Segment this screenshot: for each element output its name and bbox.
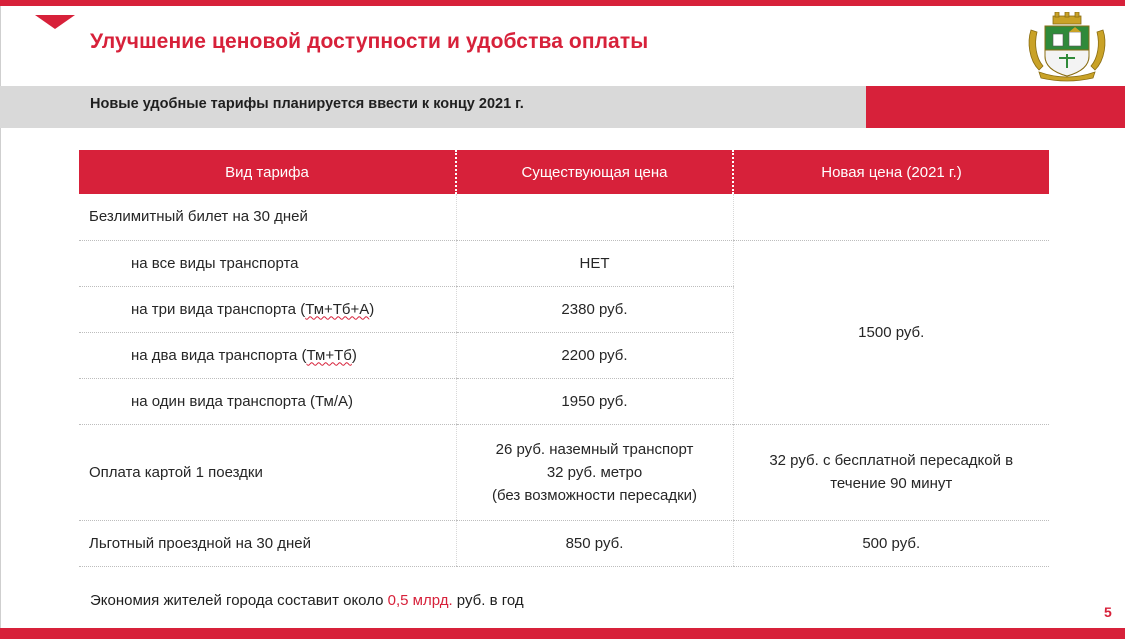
header-current-price: Существующая цена — [456, 150, 733, 194]
header-new-price: Новая цена (2021 г.) — [733, 150, 1049, 194]
table-row — [79, 520, 1049, 566]
current-price-cell: 1950 руб. — [456, 378, 733, 424]
card-payment-new: 32 руб. с бесплатной пересадкой в течение 90 минут — [733, 424, 1049, 520]
new-price-unlimited: 1500 руб. — [733, 240, 1049, 424]
triangle-marker-icon — [35, 15, 75, 29]
city-coat-of-arms-icon — [1025, 12, 1109, 82]
savings-amount: 0,5 млрд. — [387, 592, 453, 609]
header-tariff-type: Вид тарифа — [79, 150, 456, 194]
table-row — [79, 194, 1049, 240]
table-row — [79, 240, 1049, 286]
discount-pass-current: 850 руб. — [456, 520, 733, 566]
current-price-cell: 2200 руб. — [456, 332, 733, 378]
discount-pass-new: 500 руб. — [733, 520, 1049, 566]
table-row — [79, 424, 1049, 520]
card-payment-current: 26 руб. наземный транспорт 32 руб. метро (без возможности пересадки) — [456, 424, 733, 520]
slide-title: Улучшение ценовой доступности и удобства оплаты — [90, 30, 649, 53]
tariff-label-all-modes: на все виды транспорта — [79, 240, 456, 286]
tariff-label-two-modes: на два вида транспорта (Тм+Тб) — [79, 332, 456, 378]
current-price-cell: НЕТ — [456, 240, 733, 286]
bottom-accent-bar — [0, 628, 1125, 639]
subtitle-accent-block — [866, 86, 1125, 128]
page-number: 5 — [1104, 604, 1112, 620]
table-header-row — [79, 150, 1049, 194]
subtitle: Новые удобные тарифы планируется ввести к концу 2021 г. — [90, 96, 524, 112]
empty-cell — [456, 194, 733, 240]
unlimited-ticket-label: Безлимитный билет на 30 дней — [79, 194, 456, 240]
discount-pass-label: Льготный проездной на 30 дней — [79, 520, 456, 566]
current-price-cell: 2380 руб. — [456, 286, 733, 332]
empty-cell — [733, 194, 1049, 240]
tariff-label-one-mode: на один вида транспорта (Тм/А) — [79, 378, 456, 424]
top-accent-bar — [0, 0, 1125, 6]
tariff-label-three-modes: на три вида транспорта (Тм+Тб+А) — [79, 286, 456, 332]
card-payment-label: Оплата картой 1 поездки — [79, 424, 456, 520]
savings-note: Экономия жителей города составит около 0,5 млрд. руб. в год — [90, 592, 524, 609]
tariff-table — [79, 150, 1049, 567]
